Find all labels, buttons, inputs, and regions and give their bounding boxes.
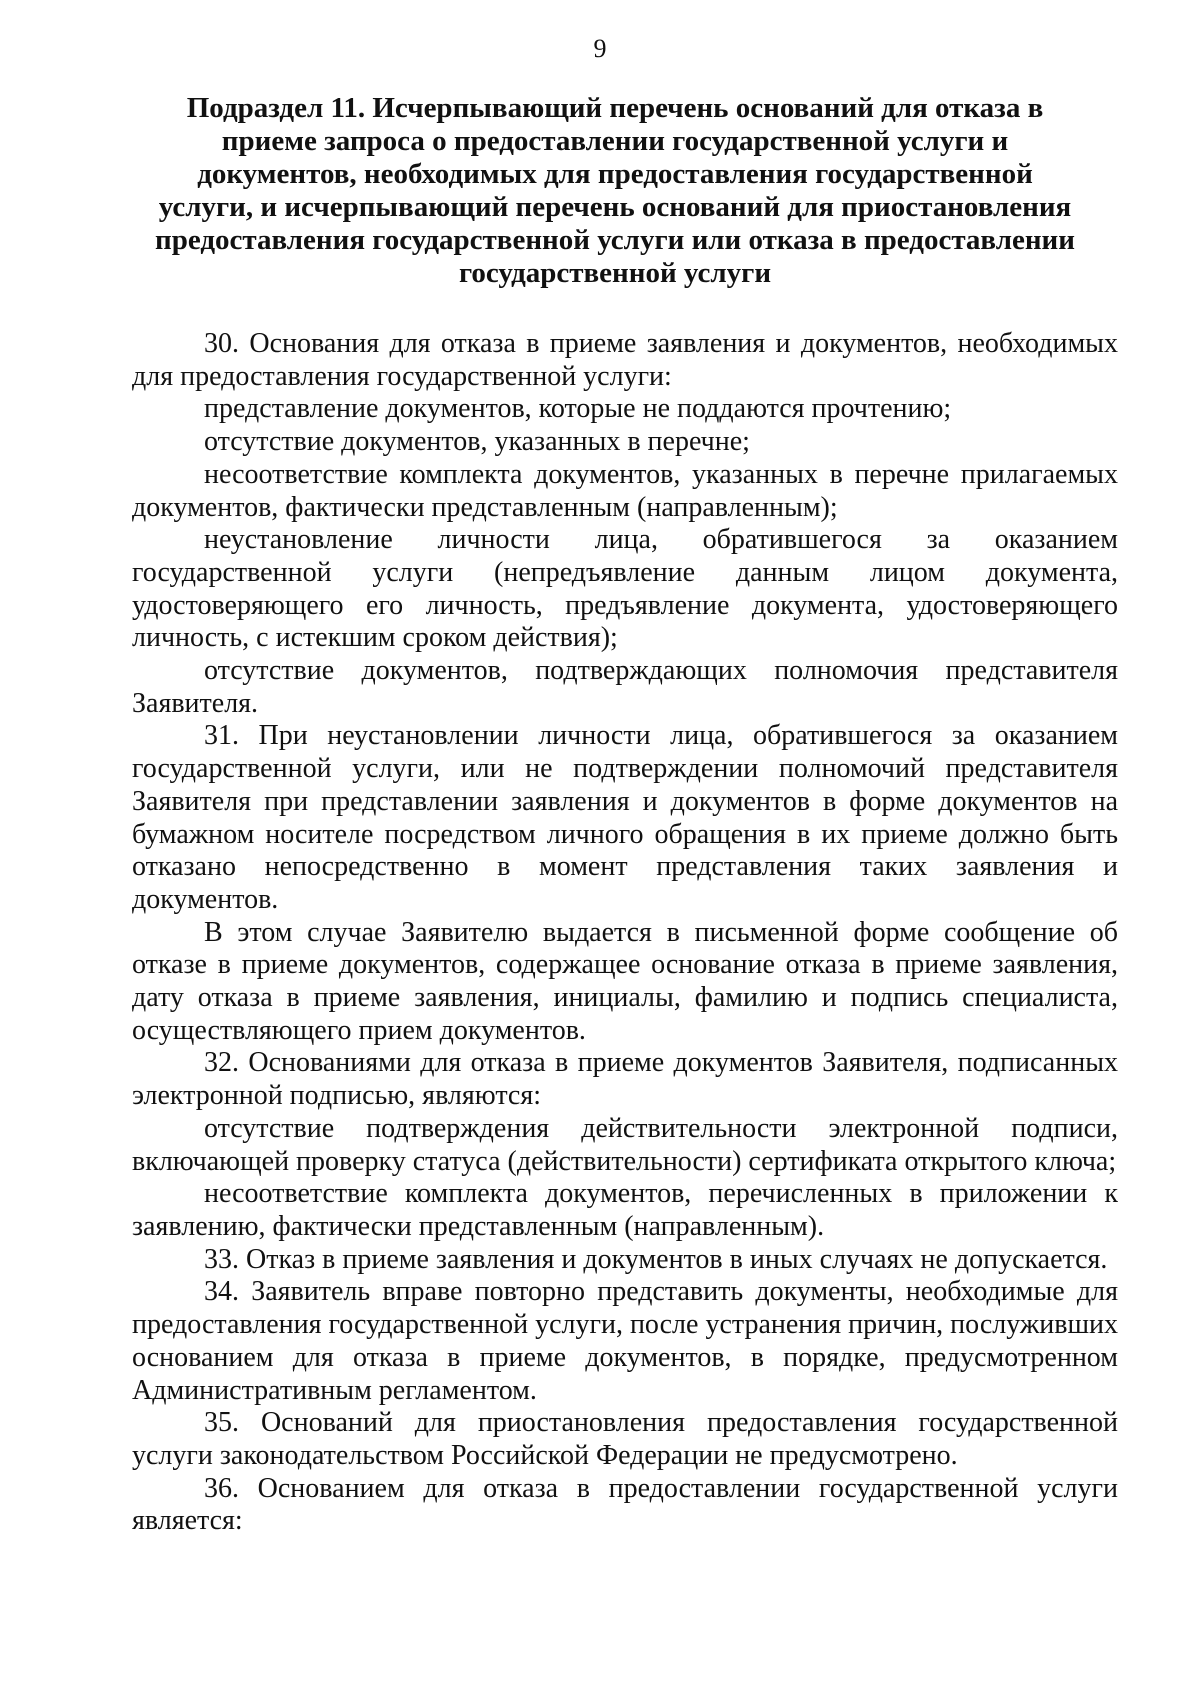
paragraph-item: отсутствие документов, указанных в перечне; — [204, 426, 750, 458]
paragraph-32-intro: 32. Основаниями для отказа в приеме документов Заявителя, подписанных электронной подписью, являются: — [132, 1047, 1118, 1112]
paragraph-30-intro: 30. Основания для отказа в приеме заявления и документов, необходимых для предоставления государственной услуги: — [132, 328, 1118, 392]
page-number: 9 — [593, 34, 607, 63]
paragraph-31-note: В этом случае Заявителю выдается в письменной форме сообщение об отказе в приеме документов, содержащее основание отказа в приеме заявления, дату отказа в приеме заявления, инициалы, фамилию и подпись специалиста, осуществляющего прием документов. — [132, 916, 1118, 1046]
paragraph-34: 34. Заявитель вправе повторно представить документы, необходимые для предоставления государственной услуги, после устранения причин, послуживших основанием для отказа в приеме документов, в порядке, предусмотренном Административным регламентом. — [132, 1276, 1118, 1406]
paragraph-item: несоответствие комплекта документов, перечисленных в приложении к заявлению, фактически представленным (направленным). — [132, 1178, 1118, 1242]
paragraph-item: отсутствие подтверждения действительности электронной подписи, включающей проверку статуса (действительности) сертификата открытого ключа; — [132, 1112, 1118, 1177]
paragraph-item: неустановление личности лица, обратившегося за оказанием государственной услуги (непредъявление данным лицом документа, удостоверяющего его личность, предъявление документа, удостоверяющего личность, с истекшим сроком действия); — [132, 524, 1118, 654]
paragraph-item: несоответствие комплекта документов, указанных в перечне прилагаемых документов, фактически представленным (направленным); — [132, 458, 1118, 523]
paragraph-35: 35. Оснований для приостановления предоставления государственной услуги законодательством Российской Федерации не предусмотрено. — [132, 1407, 1118, 1471]
paragraph-item: представление документов, которые не поддаются прочтению; — [204, 393, 952, 425]
body-text — [132, 328, 1118, 1538]
paragraph-33: 33. Отказ в приеме заявления и документов в иных случаях не допускается. — [204, 1243, 1108, 1275]
section-heading: Подраздел 11. Исчерпывающий перечень оснований для отказа в приеме запроса о предоставлении государственной услуги и документов, необходимых для предоставления государственной услуги, и исчерпывающий перечень оснований для приостановления предоставления государственной услуги или отказа в предоставлении государственной услуги — [155, 92, 1075, 289]
paragraph-item: отсутствие документов, подтверждающих полномочия представителя Заявителя. — [132, 655, 1118, 719]
paragraph-31: 31. При неустановлении личности лица, обратившегося за оказанием государственной услуги, или не подтверждении полномочий представителя Заявителя при представлении заявления и документов в форме документов на бумажном носителе посредством личного обращения в их приеме должно быть отказано непосредственно в момент представления таких заявления и документов. — [132, 720, 1118, 915]
paragraph-36: 36. Основанием для отказа в предоставлении государственной услуги является: — [132, 1472, 1118, 1537]
